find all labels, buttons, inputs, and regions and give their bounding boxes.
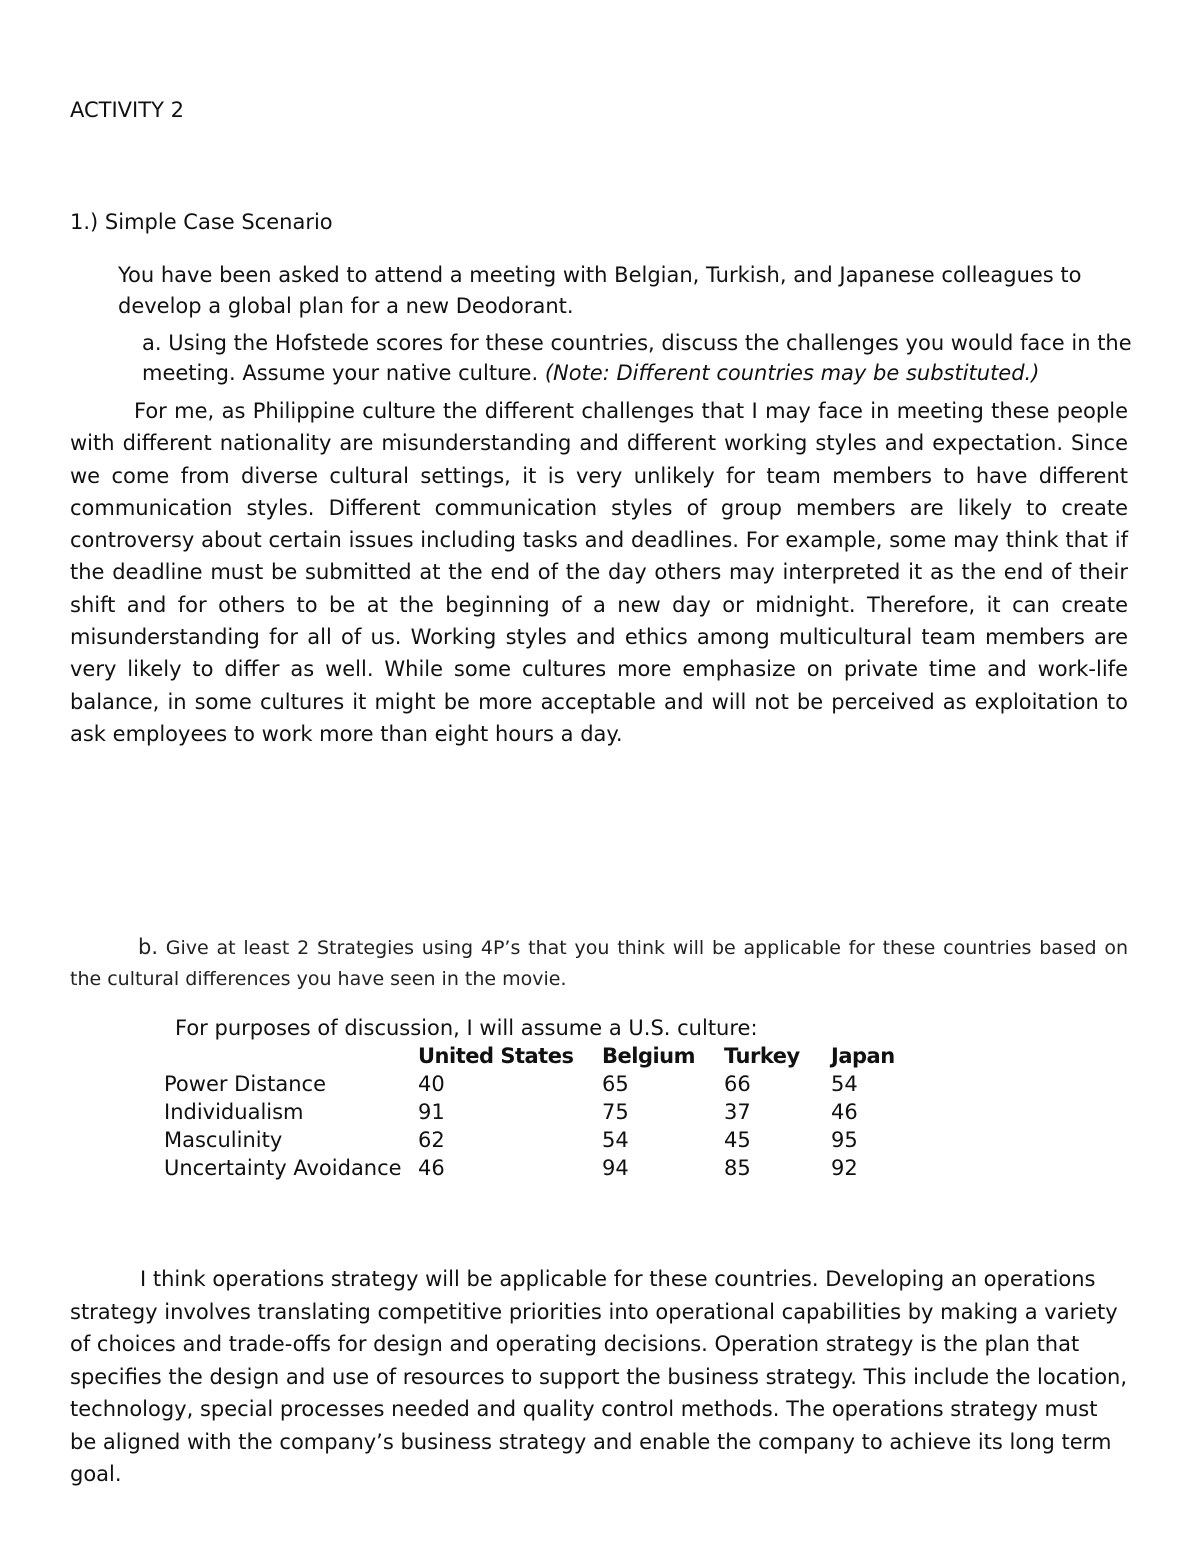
table-row-masculinity — [160, 1126, 911, 1154]
question-a-note: (Note: Different countries may be substituted.) — [544, 361, 1040, 385]
cell-japan: 95 — [831, 1128, 858, 1152]
question-a-text: a. Using the Hofstede scores for these countries, discuss the challenges you would face in the meeting. Assume your native culture. — [142, 331, 1132, 385]
cell-belgium: 75 — [602, 1100, 629, 1124]
table-row-power-distance — [160, 1070, 911, 1098]
question-b — [70, 932, 1128, 995]
cell-japan: 46 — [831, 1100, 858, 1124]
answer-b-paragraph: I think operations strategy will be applicable for these countries. Developing an operations strategy involves translating competitive priorities into operational capabilities by making a variety of choices and trade-offs for design and operating decisions. Operation strategy is the plan that specifies the design and use of resources to support the business strategy. This include the location, technology, special processes needed and quality control methods. The operations strategy must be aligned with the company’s business strategy and enable the company to achieve its long term goal. — [70, 1267, 1128, 1486]
question-b-marker: b. — [138, 935, 159, 959]
header-japan: Japan — [831, 1044, 895, 1068]
cell-united-states: 46 — [418, 1156, 445, 1180]
cell-belgium: 65 — [602, 1072, 629, 1096]
row-label: Power Distance — [164, 1072, 326, 1096]
cell-japan: 54 — [831, 1072, 858, 1096]
cell-belgium: 94 — [602, 1156, 629, 1180]
cell-turkey: 66 — [724, 1072, 751, 1096]
cell-united-states: 62 — [418, 1128, 445, 1152]
table-intro: For purposes of discussion, I will assume a U.S. culture: — [175, 1016, 758, 1040]
cell-japan: 92 — [831, 1156, 858, 1180]
answer-a-paragraph: For me, as Philippine culture the different challenges that I may face in meeting these people with different nationality are misunderstanding and different working styles and expectation. Since we come from diverse cultural settings, it is very unlikely for team members to have different communication styles. Different communication styles of group members are likely to create controversy about certain issues including tasks and deadlines. For example, some may think that if the deadline must be submitted at the end of the day others may interpreted it as the end of their shift and for others to be at the beginning of a new day or midnight. Therefore, it can create misunderstanding for all of us. Working styles and ethics among multicultural team members are very likely to differ as well. While some cultures more emphasize on private time and work-life balance, in some cultures it might be more acceptable and will not be perceived as exploitation to ask employees to work more than eight hours a day. — [70, 399, 1128, 746]
header-belgium: Belgium — [602, 1044, 696, 1068]
question-a — [142, 328, 1132, 388]
header-turkey: Turkey — [724, 1044, 800, 1068]
row-label: Masculinity — [164, 1128, 283, 1152]
cell-turkey: 45 — [724, 1128, 751, 1152]
cell-turkey: 37 — [724, 1100, 751, 1124]
activity-title: ACTIVITY 2 — [70, 98, 184, 122]
cell-united-states: 91 — [418, 1100, 445, 1124]
table-row-individualism — [160, 1098, 911, 1126]
row-label: Uncertainty Avoidance — [164, 1156, 402, 1180]
table-row-uncertainty-avoidance — [160, 1154, 911, 1182]
table-header-row — [160, 1042, 911, 1070]
cell-turkey: 85 — [724, 1156, 751, 1180]
row-label: Individualism — [164, 1100, 304, 1124]
hofstede-scores-table — [160, 1042, 911, 1182]
cell-united-states: 40 — [418, 1072, 445, 1096]
header-united-states: United States — [418, 1044, 574, 1068]
scenario-paragraph: You have been asked to attend a meeting with Belgian, Turkish, and Japanese colleagues to develop a global plan for a new Deodorant. — [118, 263, 1082, 318]
question-b-text: Give at least 2 Strategies using 4P’s that you think will be applicable for these countries based on the cultural differences you have seen in the movie. — [70, 937, 1128, 990]
section-heading: 1.) Simple Case Scenario — [70, 210, 333, 234]
cell-belgium: 54 — [602, 1128, 629, 1152]
header-dimension-blank — [160, 1042, 414, 1070]
